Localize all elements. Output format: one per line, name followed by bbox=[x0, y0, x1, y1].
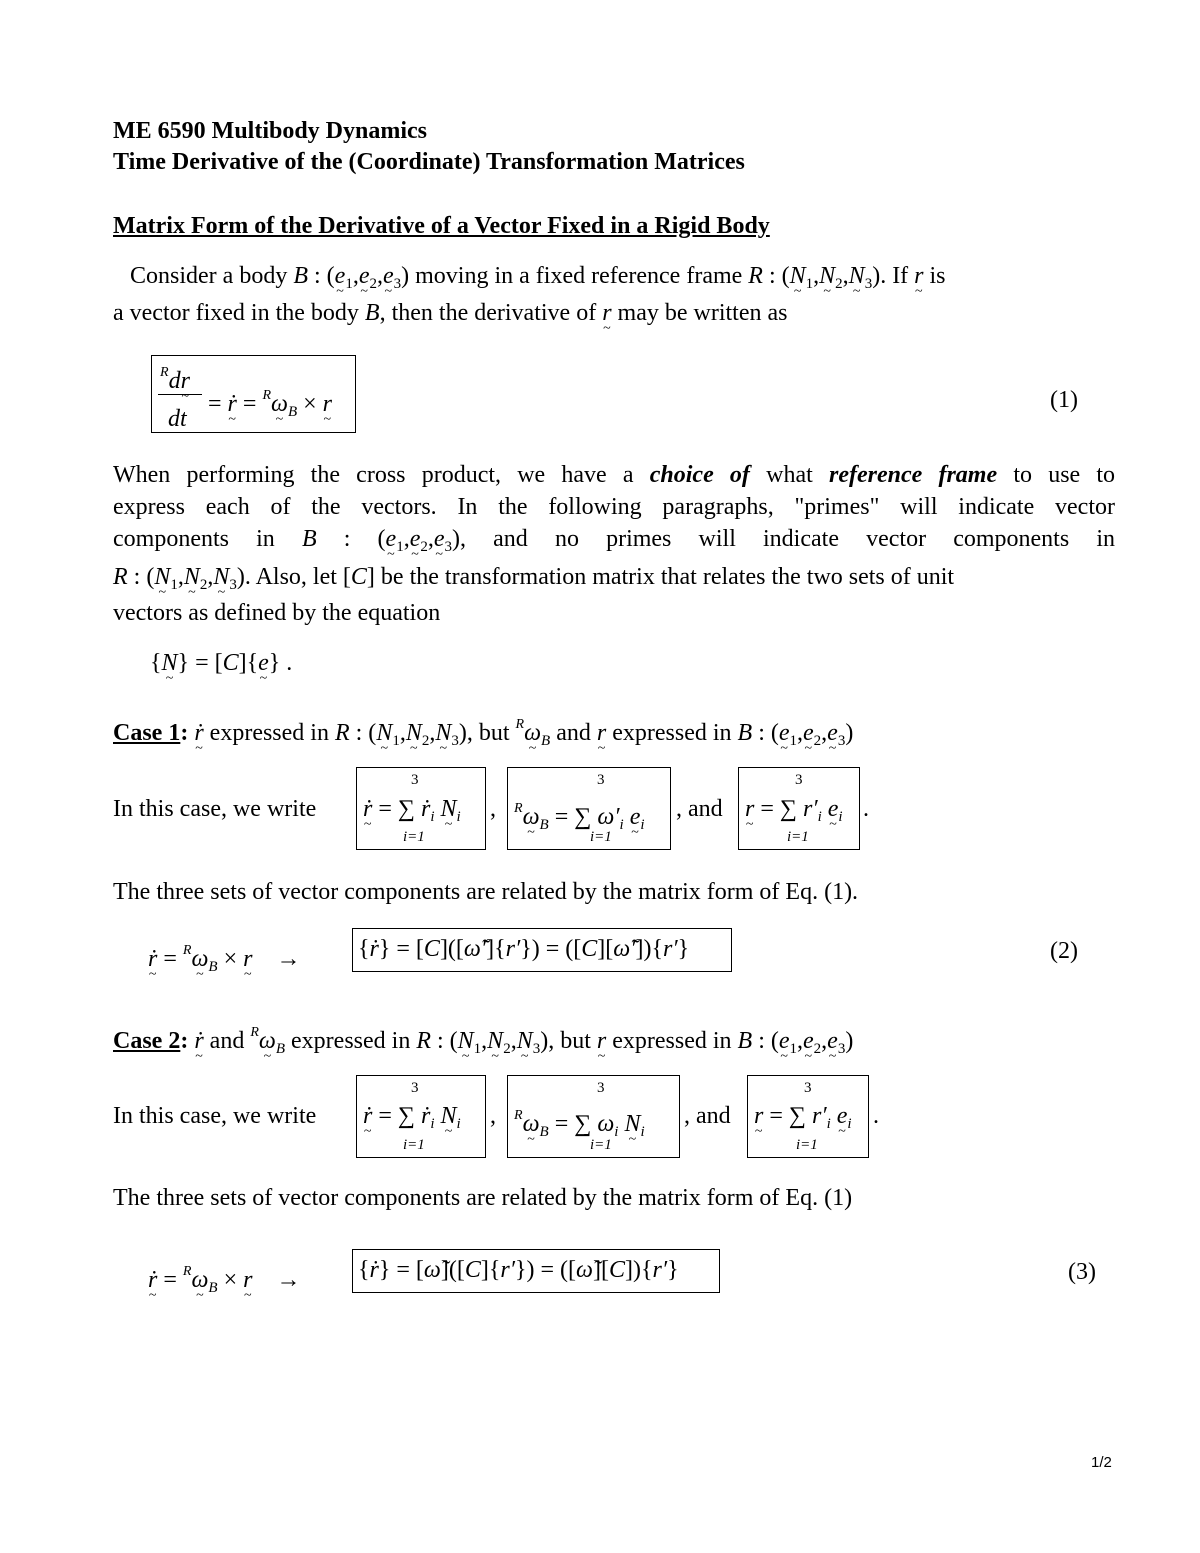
eq2-matrix: {ṙ} = [C]([ω̃′]{r′}) = ([C][ω̃′]){r′} bbox=[358, 936, 690, 962]
page-number: 1/2 bbox=[1091, 1454, 1112, 1471]
intro-line-2: a vector fixed in the body B, then the derivative of r ~ may be written as bbox=[113, 298, 787, 328]
eq3-matrix: {ṙ} = [ω̃]([C]{r′}) = ([ω̃][C]){r′} bbox=[358, 1257, 679, 1283]
transformation-equation: {N ~} = [C]{e ~} . bbox=[150, 648, 292, 678]
equation-number-2: (2) bbox=[1050, 938, 1078, 964]
case1-label: Case 1 bbox=[113, 720, 181, 746]
eq1-fraction-bar bbox=[158, 394, 202, 395]
case1-write-text: In this case, we write bbox=[113, 796, 317, 822]
case1-relation: The three sets of vector components are related by the matrix form of Eq. (1). bbox=[113, 879, 859, 905]
eq1-numerator: $^R$dr ~ bbox=[160, 358, 190, 396]
case2-heading: Case 2: ṙ ~ and $^R$ω $\sim_B$ expressed in R : (N $\sim_1,N$ $\sim_2,N$ $\sim_3$), but r ~ expressed in B : (e $\sim_1,e$ $\sim_2,e$ $\sim_3$) bbox=[113, 1018, 853, 1064]
eq3-lhs: ṙ ~ = $^R$ω $\sim_B \times r$ ~ → bbox=[148, 1257, 300, 1303]
para2-line-4: R : (N $\sim_1,N$ $\sim_2,N$ $\sim_3$). Also, let [C] be the transformation matrix that relates the two sets of unit bbox=[113, 562, 954, 600]
section-heading: Matrix Form of the Derivative of a Vector Fixed in a Rigid Body bbox=[113, 213, 770, 239]
case1-heading: Case 1: ṙ ~ expressed in R : (N $\sim_1,N$ $\sim_2,N$ $\sim_3$), but $^R$ω $\sim_B$ and r ~ expressed in B : (e $\sim_1,e$ $\sim_2,e$ $\sim_3$) bbox=[113, 710, 853, 756]
intro-line-1: Consider a body B : (e $\sim_1,e$ $\sim_2,e$ $\sim_3$) moving in a fixed reference frame R : (N $\sim_1,N$ $\sim_2,N$ $\sim_3$). If r ~ is bbox=[130, 261, 946, 299]
case2-label: Case 2 bbox=[113, 1028, 181, 1054]
eq1-rhs: = ṙ ~ = $^R$ω $\sim_B \times r$ ~ bbox=[208, 381, 332, 427]
para2-line-3: components in B : (e $\sim_1,e$ $\sim_2,e$ $\sim_3$), and no primes will indicate vector components in bbox=[113, 524, 1115, 562]
equation-number-1: (1) bbox=[1050, 387, 1078, 413]
eq2-lhs: ṙ ~ = $^R$ω $\sim_B \times r$ ~ → bbox=[148, 936, 300, 982]
para2-line-5: vectors as defined by the equation bbox=[113, 600, 441, 626]
document-title: Time Derivative of the (Coordinate) Transformation Matrices bbox=[113, 149, 745, 175]
equation-number-3: (3) bbox=[1068, 1259, 1096, 1285]
case2-relation: The three sets of vector components are related by the matrix form of Eq. (1) bbox=[113, 1185, 853, 1211]
eq1-denominator: dt bbox=[168, 406, 187, 432]
course-title: ME 6590 Multibody Dynamics bbox=[113, 118, 428, 144]
case2-write-text: In this case, we write bbox=[113, 1103, 317, 1129]
para2-line-1: When performing the cross product, we have a choice of what reference frame to use to bbox=[113, 462, 1116, 488]
para2-line-2: express each of the vectors. In the following paragraphs, "primes" will indicate vector bbox=[113, 494, 1115, 520]
